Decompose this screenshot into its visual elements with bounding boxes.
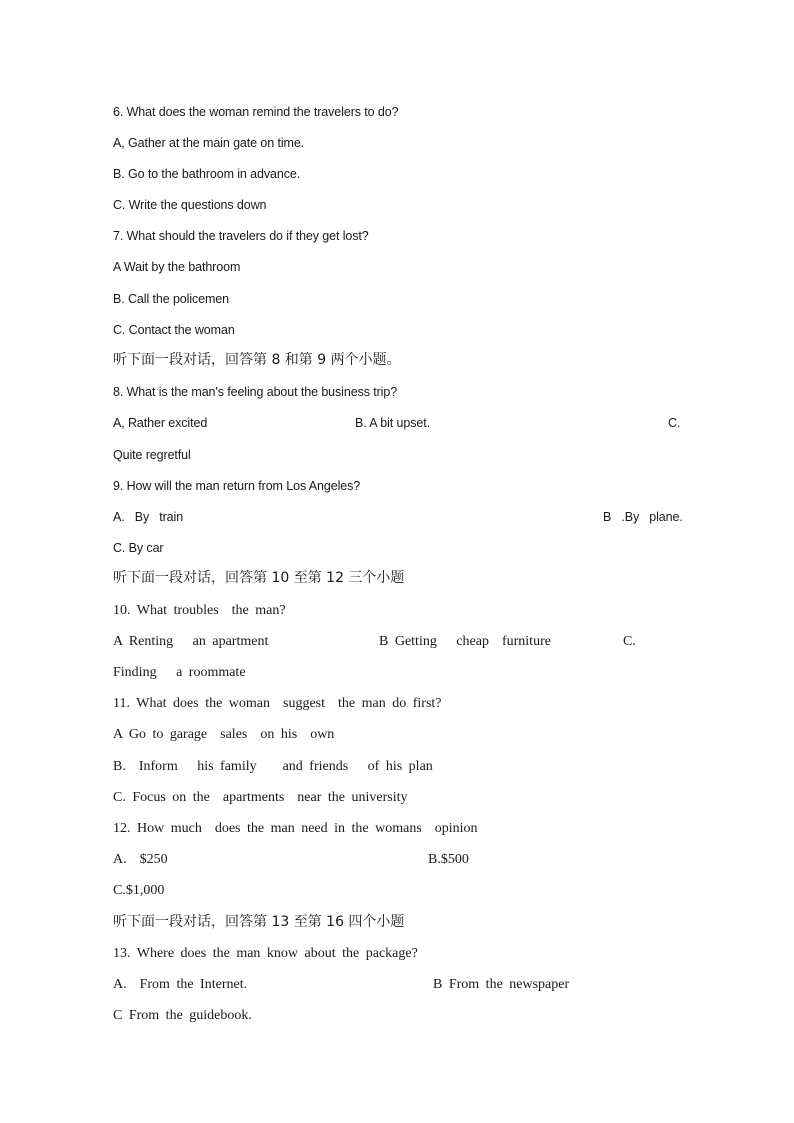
question-6: 6. What does the woman remind the travelers to do? [113,105,399,119]
question-6-option-a: A, Gather at the main gate on time. [113,136,305,150]
question-13-option-b: B From the newspaper [433,977,570,992]
question-7-option-a: A Wait by the bathroom [113,260,241,274]
question-7: 7. What should the travelers do if they get lost? [113,229,369,243]
question-10-option-c-label: C. [623,634,636,649]
question-10-option-b: B Getting cheap furniture [379,634,551,649]
question-9-option-c: C. By car [113,541,164,555]
question-12-option-b: B.$500 [428,852,469,867]
question-9-option-a: A. By train [113,510,184,524]
question-12: 12. How much does the man need in the womans opinion [113,821,478,836]
question-8-option-c: Quite regretful [113,448,191,462]
question-11-option-b: B. Inform his family and friends of his plan [113,759,433,774]
question-13: 13. Where does the man know about the package? [113,946,418,961]
question-13-option-a: A. From the Internet. [113,977,248,992]
section-heading-13-16: 听下面一段对话，回答第 13 至第 16 四个小题 [113,914,405,930]
question-6-option-b: B. Go to the bathroom in advance. [113,167,301,181]
question-10-option-a: A Renting an apartment [113,634,269,649]
question-8-option-c-label: C. [668,416,681,430]
question-8: 8. What is the man's feeling about the business trip? [113,385,398,399]
question-10-option-c: Finding a roommate [113,665,246,680]
question-11-option-c: C. Focus on the apartments near the university [113,790,408,805]
section-heading-8-9: 听下面一段对话，回答第 8 和第 9 两个小题。 [113,352,401,368]
question-8-option-a: A, Rather excited [113,416,208,430]
question-8-option-b: B. A bit upset. [355,416,430,430]
question-10: 10. What troubles the man? [113,603,286,618]
question-6-option-c: C. Write the questions down [113,198,267,212]
question-12-option-a: A. $250 [113,852,168,867]
question-9-option-b: B .By plane. [603,510,683,524]
section-heading-10-12: 听下面一段对话，回答第 10 至第 12 三个小题 [113,570,405,586]
question-7-option-b: B. Call the policemen [113,292,230,306]
question-12-option-c: C.$1,000 [113,883,165,898]
question-11-option-a: A Go to garage sales on his own [113,727,335,742]
question-7-option-c: C. Contact the woman [113,323,235,337]
question-9: 9. How will the man return from Los Angeles? [113,479,361,493]
question-11: 11. What does the woman suggest the man do first? [113,696,442,711]
question-13-option-c: C From the guidebook. [113,1008,252,1023]
